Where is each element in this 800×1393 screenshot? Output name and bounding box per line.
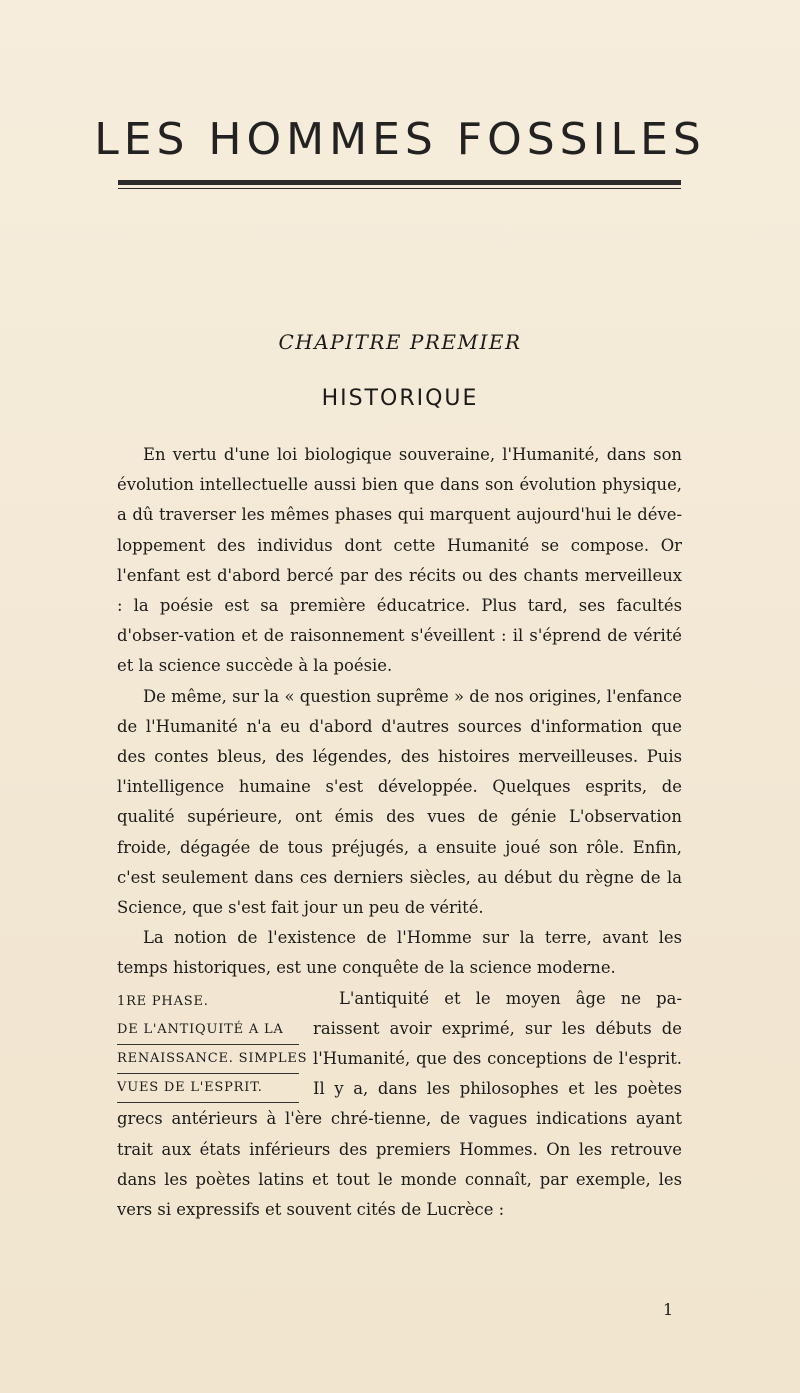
body-text <box>117 440 682 1225</box>
chapter-label: CHAPITRE PREMIER <box>278 330 522 354</box>
paragraph-3: La notion de l'existence de l'Homme sur la terre, avant les temps historiques, est une conquête de la science moderne. <box>117 928 682 978</box>
paragraph-2: De même, sur la « question suprême » de nos origines, l'enfance de l'Humanité n'a eu d'abord d'autres sources d'information que des contes bleus, des légendes, des histoires merveilleuses. Puis l'intelligence humaine s'est développée. Quelques esprits, de qualité supérieure, ont émis des vues de génie L'observation froide, dégagée de tous préjugés, a ensuite joué son rôle. Enfin, c'est seulement dans ces derniers siècles, au début du règne de la Science, que s'est fait jour un peu de vérité. <box>117 686 682 918</box>
margin-note <box>117 988 308 1103</box>
margin-note-line-4: VUES DE L'ESPRIT. <box>117 1074 299 1103</box>
book-title: LES HOMMES FOSSILES <box>94 114 706 165</box>
paragraph-4: L'antiquité et le moyen âge ne pa-raissent avoir exprimé, sur les débuts de l'Humanité, que des conceptions de l'esprit. Il y a, dans les philosophes et les poètes grecs antérieurs à l'ère chré-tienne, de vagues indications ayant trait aux états inférieurs des premiers Hommes. On les retrouve dans les poètes latins et tout le monde connaît, par exemple, les vers si expressifs et souvent cités de Lucrèce : <box>117 988 682 1220</box>
margin-note-line-3: RENAISSANCE. SIMPLES <box>117 1045 299 1074</box>
paragraph-1: En vertu d'une loi biologique souveraine, l'Humanité, dans son évolution intellectuelle aussi bien que dans son évolution physique, a dû traverser les mêmes phases qui marquent aujourd'hui le déve-loppement des individus dont cette Humanité se compose. Or l'enfant est d'abord bercé par des récits ou des chants merveilleux : la poésie est sa première éducatrice. Plus tard, ses facultés d'obser-vation et de raisonnement s'éveillent : il s'éprend de vérité et la science succède à la poésie. <box>117 445 682 676</box>
margin-note-line-1: 1RE PHASE. <box>117 993 209 1009</box>
section-title: HISTORIQUE <box>321 386 479 411</box>
page-number: 1 <box>663 1300 674 1319</box>
margin-note-line-2: DE L'ANTIQUITÉ A LA <box>117 1016 299 1045</box>
title-rule-thick <box>118 180 681 185</box>
title-rule-thin <box>118 188 681 189</box>
